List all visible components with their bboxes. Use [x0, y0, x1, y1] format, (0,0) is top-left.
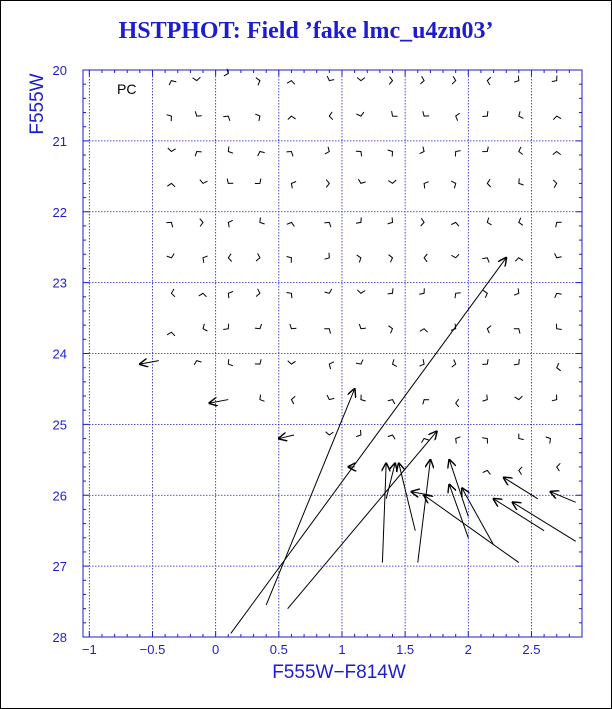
small-vector-arrow — [389, 255, 393, 263]
small-vector-arrow — [420, 147, 425, 154]
small-vector-arrow — [324, 222, 331, 227]
small-vector-arrow — [388, 435, 395, 439]
small-vector-arrow — [514, 359, 519, 365]
small-vector-arrow — [519, 467, 522, 475]
small-vector-arrow — [420, 359, 425, 366]
vector-arrow — [382, 463, 386, 562]
y-axis-label: F555W — [27, 73, 48, 135]
small-vector-arrow — [356, 360, 363, 365]
small-vector-arrow — [356, 430, 361, 437]
small-vector-arrow — [228, 220, 233, 227]
small-vector-arrow — [456, 399, 459, 407]
small-vector-arrow — [356, 217, 361, 223]
vector-arrow — [513, 502, 576, 541]
small-vector-arrow — [423, 111, 429, 116]
small-vector-arrow — [392, 111, 398, 116]
small-vector-arrow — [514, 76, 519, 83]
small-vector-arrow — [388, 180, 396, 183]
small-vector-arrow — [420, 76, 424, 84]
small-vector-arrow — [553, 152, 561, 155]
small-vector-arrow — [482, 147, 488, 152]
small-vector-arrow — [424, 254, 427, 262]
small-vector-arrow — [169, 81, 176, 86]
small-vector-arrow — [421, 218, 424, 226]
vector-arrow — [449, 485, 468, 538]
small-vector-arrow — [260, 217, 265, 224]
small-vector-arrow — [389, 77, 392, 85]
small-vector-arrow — [451, 254, 459, 258]
small-vector-arrow — [291, 396, 295, 404]
small-vector-arrow — [552, 76, 557, 82]
small-vector-arrow — [200, 219, 203, 227]
y-tick-label: 21 — [52, 133, 67, 149]
small-vector-arrow — [514, 288, 519, 295]
small-vector-arrow — [171, 289, 175, 297]
small-vector-arrow — [329, 362, 334, 369]
small-vector-arrow — [424, 182, 429, 189]
small-vector-arrow — [256, 253, 260, 261]
small-vector-arrow — [483, 395, 488, 402]
small-vector-arrow — [487, 218, 491, 225]
small-vector-arrow — [389, 326, 393, 334]
y-tick-label: 24 — [52, 346, 67, 362]
small-vector-arrow — [555, 293, 562, 298]
small-vector-arrow — [515, 258, 523, 262]
small-vector-arrow — [361, 395, 366, 401]
small-vector-arrow — [556, 324, 561, 330]
small-vector-arrow — [420, 329, 428, 333]
small-vector-arrow — [288, 116, 296, 119]
small-vector-arrow — [483, 470, 491, 474]
small-vector-arrow — [167, 332, 175, 336]
small-vector-arrow — [357, 255, 361, 262]
small-vector-arrow — [260, 395, 265, 402]
vector-arrow — [231, 258, 506, 634]
small-vector-arrow — [291, 182, 296, 189]
small-vector-arrow — [325, 289, 332, 294]
small-vector-arrow — [519, 147, 523, 155]
small-vector-arrow — [195, 111, 201, 116]
small-vector-arrow — [388, 150, 393, 157]
small-vector-arrow — [451, 181, 456, 188]
small-vector-arrow — [228, 292, 233, 299]
x-tick-label: 0 — [212, 642, 220, 657]
small-vector-arrow — [290, 324, 297, 329]
small-vector-arrow — [423, 400, 429, 405]
small-vector-arrow — [487, 179, 490, 187]
small-vector-arrow — [356, 112, 364, 116]
vector-arrow — [494, 499, 545, 531]
small-vector-arrow — [557, 463, 561, 471]
small-vector-arrow — [519, 178, 524, 185]
x-tick-label: 0.5 — [269, 642, 288, 657]
small-vector-arrow — [482, 438, 487, 444]
small-vector-arrow — [168, 148, 176, 152]
x-tick-label: −1 — [81, 642, 97, 657]
small-vector-arrow — [167, 115, 172, 121]
small-vector-arrow — [553, 116, 561, 120]
small-vector-arrow — [287, 152, 294, 157]
vector-arrow — [266, 389, 354, 605]
small-vector-arrow — [557, 363, 561, 371]
small-vector-arrow — [546, 437, 551, 444]
y-tick-label: 26 — [52, 488, 67, 504]
vector-arrow — [411, 492, 430, 496]
small-vector-arrow — [388, 217, 393, 224]
small-vector-arrow — [324, 329, 330, 334]
small-vector-arrow — [256, 78, 260, 86]
small-vector-arrow — [358, 179, 365, 183]
small-vector-arrow — [228, 359, 233, 366]
x-tick-label: 2.5 — [522, 642, 541, 657]
small-vector-arrow — [325, 253, 330, 259]
small-vector-arrow — [223, 116, 230, 121]
small-vector-arrow — [359, 324, 366, 329]
small-vector-arrow — [203, 256, 208, 263]
vector-arrow — [399, 463, 415, 530]
vector-arrow — [386, 463, 395, 498]
y-tick-label: 27 — [52, 559, 67, 575]
small-vector-arrow — [519, 111, 524, 118]
small-vector-arrow — [167, 183, 175, 186]
small-vector-arrow — [194, 361, 201, 365]
small-vector-arrow — [552, 395, 557, 401]
vector-arrow — [504, 478, 538, 499]
small-vector-arrow — [388, 400, 395, 404]
small-vector-arrow — [556, 222, 562, 227]
vector-arrow — [209, 400, 228, 404]
small-vector-arrow — [482, 359, 488, 364]
small-vector-arrow — [326, 432, 334, 435]
axes-layer — [53, 63, 582, 657]
small-vector-arrow — [456, 113, 460, 121]
small-vector-arrow — [256, 289, 260, 297]
small-vector-arrow — [419, 288, 424, 294]
small-vector-arrow — [288, 361, 296, 364]
small-vector-arrow — [228, 254, 231, 262]
vector-arrow — [140, 361, 159, 365]
vector-arrow — [418, 460, 431, 563]
x-tick-label: −0.5 — [139, 642, 166, 657]
small-vector-arrow — [555, 253, 562, 257]
small-vector-arrow — [255, 324, 262, 329]
y-tick-label: 20 — [52, 63, 67, 78]
small-vector-arrow — [195, 152, 202, 157]
vector-arrow — [288, 431, 437, 608]
small-vector-arrow — [326, 180, 329, 188]
small-vector-arrow — [223, 324, 228, 330]
small-vector-arrow — [227, 179, 233, 184]
small-vector-arrow — [519, 434, 524, 440]
small-vector-arrow — [482, 258, 489, 263]
y-tick-label: 23 — [52, 275, 67, 291]
arrows-layer — [140, 69, 576, 634]
small-vector-arrow — [255, 359, 261, 364]
vector-arrow — [449, 460, 468, 517]
panel-label: PC — [117, 81, 137, 97]
x-tick-label: 2 — [464, 642, 472, 657]
small-vector-arrow — [287, 81, 295, 85]
small-vector-arrow — [455, 293, 461, 298]
small-vector-arrow — [200, 180, 208, 184]
vector-arrow — [550, 492, 575, 503]
small-vector-arrow — [515, 396, 523, 400]
small-vector-arrow — [287, 293, 292, 299]
x-tick-label: 1 — [338, 642, 346, 657]
small-vector-arrow — [357, 290, 365, 294]
x-axis-label: F555W−F814W — [272, 662, 406, 683]
small-vector-arrow — [287, 222, 295, 226]
small-vector-arrow — [487, 77, 491, 85]
small-vector-arrow — [193, 77, 201, 80]
small-vector-arrow — [455, 151, 460, 157]
y-tick-label: 28 — [52, 630, 67, 645]
grid-layer — [83, 70, 582, 637]
small-vector-arrow — [357, 78, 365, 81]
y-tick-label: 25 — [52, 417, 67, 433]
small-vector-arrow — [325, 147, 329, 154]
vector-arrow — [279, 435, 294, 439]
small-vector-arrow — [553, 180, 557, 188]
page-title: HSTPHOT: Field ’fake lmc_u4zn03’ — [118, 18, 494, 44]
small-vector-arrow — [329, 112, 333, 120]
small-vector-arrow — [388, 288, 393, 294]
small-vector-arrow — [287, 257, 292, 263]
small-vector-arrow — [167, 254, 175, 258]
small-vector-arrow — [228, 147, 233, 154]
small-vector-arrow — [166, 222, 172, 227]
small-vector-arrow — [452, 360, 456, 368]
small-vector-arrow — [519, 218, 523, 226]
small-vector-arrow — [451, 222, 459, 226]
small-vector-arrow — [356, 151, 362, 156]
small-vector-arrow — [327, 395, 334, 400]
small-vector-arrow — [483, 290, 487, 298]
small-vector-arrow — [393, 359, 397, 366]
small-vector-arrow — [255, 114, 260, 121]
vector-arrow — [462, 488, 494, 545]
small-vector-arrow — [487, 326, 491, 334]
x-tick-label: 1.5 — [396, 642, 415, 657]
small-vector-arrow — [482, 111, 488, 116]
small-vector-arrow — [255, 179, 261, 184]
small-vector-arrow — [456, 437, 461, 444]
small-vector-arrow — [203, 324, 207, 331]
small-vector-arrow — [514, 329, 520, 334]
small-vector-arrow — [452, 76, 456, 84]
small-vector-arrow — [258, 152, 265, 157]
y-tick-label: 22 — [52, 204, 67, 220]
small-vector-arrow — [199, 293, 207, 297]
small-vector-arrow — [327, 76, 334, 81]
